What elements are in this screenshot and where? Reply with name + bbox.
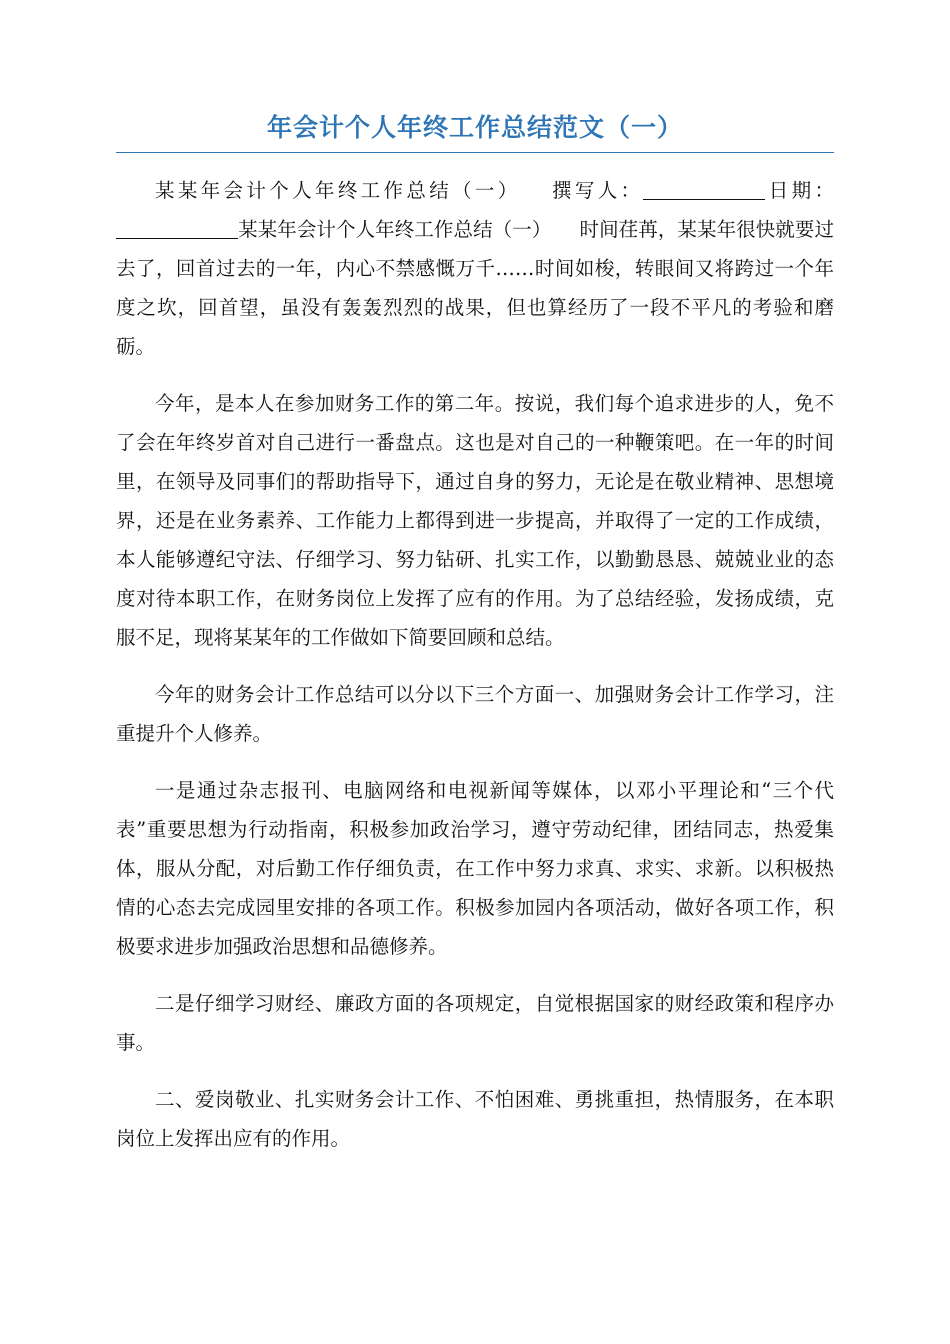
date-blank	[116, 216, 238, 239]
title-underline	[116, 152, 834, 153]
header-paragraph	[116, 171, 834, 366]
paragraph-4: 二是仔细学习财经、廉政方面的各项规定，自觉根据国家的财经政策和程序办事。	[116, 992, 834, 1054]
document-page	[116, 110, 834, 1176]
summary-heading-repeat: 某某年会计个人年终工作总结（一）	[238, 218, 552, 241]
paragraph-2: 今年的财务会计工作总结可以分以下三个方面一、加强财务会计工作学习，注重提升个人修养。	[116, 683, 834, 745]
intro-text: 时间荏苒，某某年很快就要过去了，回首过去的一年，内心不禁感慨万千……时间如梭，转眼间又将跨过一个年度之坎，回首望，虽没有轰轰烈烈的战果，但也算经历了一段不平凡的考验和磨砺。	[116, 218, 834, 358]
author-label: 撰写人：	[548, 179, 644, 202]
paragraph-3: 一是通过杂志报刊、电脑网络和电视新闻等媒体，以邓小平理论和“三个代表”重要思想为行动指南，积极参加政治学习，遵守劳动纪律，团结同志，热爱集体，服从分配，对后勤工作仔细负责，在工作中努力求真、求实、求新。以积极热情的心态去完成园里安排的各项工作。积极参加园内各项活动，做好各项工作，积极要求进步加强政治思想和品德修养。	[116, 779, 834, 958]
paragraph-1: 今年，是本人在参加财务工作的第二年。按说，我们每个追求进步的人，免不了会在年终岁首对自己进行一番盘点。这也是对自己的一种鞭策吧。在一年的时间里，在领导及同事们的帮助指导下，通过自身的努力，无论是在敬业精神、思想境界，还是在业务素养、工作能力上都得到进一步提高，并取得了一定的工作成绩，本人能够遵纪守法、仔细学习、努力钻研、扎实工作，以勤勤恳恳、兢兢业业的态度对待本职工作，在财务岗位上发挥了应有的作用。为了总结经验，发扬成绩，克服不足，现将某某年的工作做如下简要回顾和总结。	[116, 392, 834, 649]
summary-heading: 某某年会计个人年终工作总结（一）	[155, 179, 521, 202]
date-label: 日期：	[765, 179, 834, 202]
paragraph-5: 二、爱岗敬业、扎实财务会计工作、不怕困难、勇挑重担，热情服务，在本职岗位上发挥出应有的作用。	[116, 1088, 834, 1150]
document-title: 年会计个人年终工作总结范文（一）	[266, 113, 683, 142]
author-blank	[643, 177, 765, 200]
